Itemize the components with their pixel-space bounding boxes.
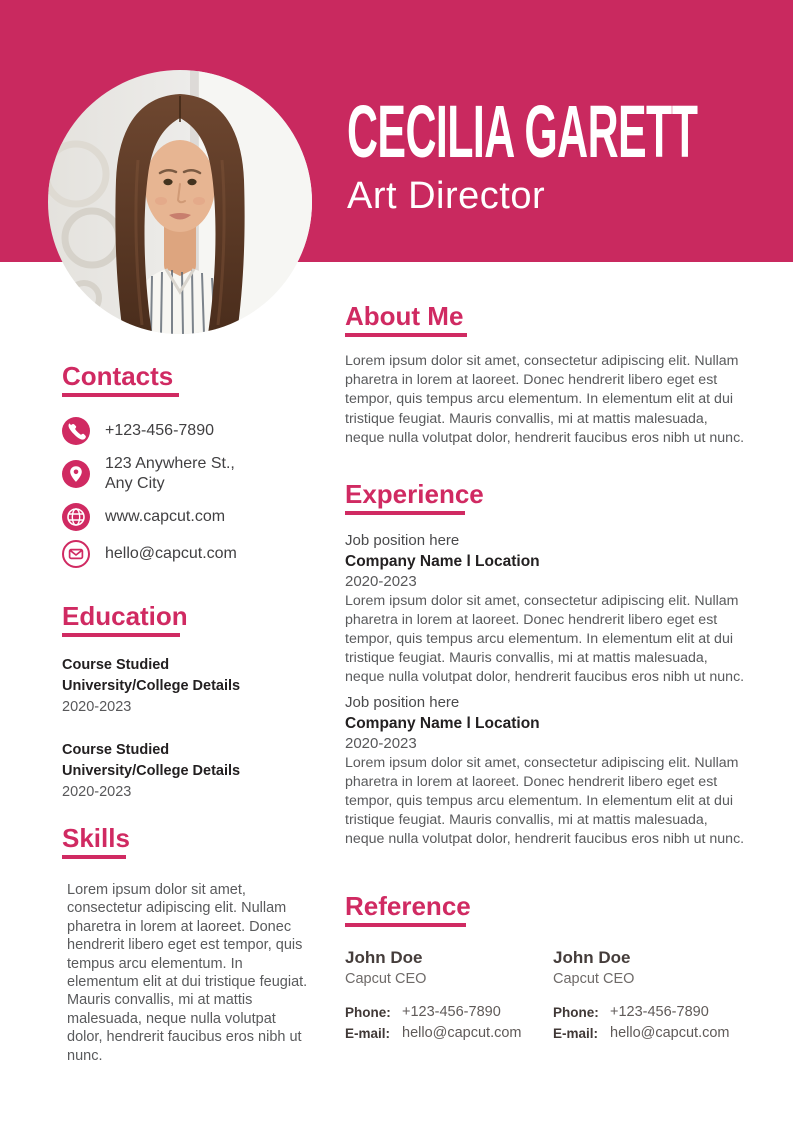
education-entry xyxy=(62,655,317,718)
education-entry xyxy=(62,740,317,803)
reference-contacts xyxy=(345,1002,553,1044)
phone-label: Phone: xyxy=(345,1005,391,1020)
skills-section xyxy=(62,823,317,1065)
contact-item-email xyxy=(62,540,317,568)
person-name: CECILIA GARETT xyxy=(347,90,698,173)
skills-underline xyxy=(62,855,126,859)
contacts-section xyxy=(62,361,317,568)
header-text xyxy=(347,90,793,217)
about-underline xyxy=(345,333,467,337)
experience-entry xyxy=(345,531,753,687)
experience-description: Lorem ipsum dolor sit amet, consectetur adipiscing elit. Nullam pharetra in lorem at laoreet. Donec hendrerit libero eget est tempor, quis tempus arcu elementum. In elementum elit at dui tristique feugiat. Mauris convallis, mi at mattis malesuada, neque nulla volutpat dolor, hendrerit faucibus eros nibh ut nunc. xyxy=(345,593,745,685)
reference-heading: Reference xyxy=(345,891,471,921)
education-school: University/College Details xyxy=(62,763,241,779)
phone-icon xyxy=(62,417,90,445)
experience-position: Job position here xyxy=(345,694,460,711)
contact-website-text: www.capcut.com xyxy=(105,508,226,525)
reference-section xyxy=(345,891,765,1044)
contact-list xyxy=(62,417,317,568)
reference-email: hello@capcut.com xyxy=(402,1025,522,1041)
reference-phone: +123-456-7890 xyxy=(610,1004,709,1020)
reference-columns xyxy=(345,947,765,1044)
about-heading: About Me xyxy=(345,301,464,331)
portrait-illustration xyxy=(48,70,312,334)
experience-years: 2020-2023 xyxy=(345,735,417,752)
skills-text: Lorem ipsum dolor sit amet, consectetur adipiscing elit. Nullam pharetra in lorem at laoreet. Donec hendrerit libero eget est tempor, quis tempus arcu elementum. In elementum elit at dui tristique feugiat. Mauris convallis, mi at mattis malesuada, neque nulla volutpat dolor, hendrerit faucibus eros nibh ut nunc. xyxy=(67,882,308,1064)
experience-company: Company Name l Location xyxy=(345,553,540,570)
phone-label: Phone: xyxy=(553,1005,599,1020)
reference-card xyxy=(553,947,761,1044)
reference-phone: +123-456-7890 xyxy=(402,1004,501,1020)
experience-position: Job position here xyxy=(345,532,460,549)
skills-heading: Skills xyxy=(62,823,130,853)
education-section xyxy=(62,601,317,803)
about-text: Lorem ipsum dolor sit amet, consectetur adipiscing elit. Nullam pharetra in lorem at laoreet. Donec hendrerit libero eget est tempor, quis tempus arcu elementum. In elementum elit at dui tristique feugiat. Mauris convallis, mi at mattis malesuada, neque nulla volutpat dolor, hendrerit faucibus eros nibh ut nunc. xyxy=(345,353,745,446)
reference-role: Capcut CEO xyxy=(345,971,427,987)
experience-entries xyxy=(345,531,753,849)
contacts-underline xyxy=(62,393,179,397)
experience-company: Company Name l Location xyxy=(345,715,540,732)
contact-item-phone xyxy=(62,417,317,445)
address-line-2: Any City xyxy=(105,475,165,492)
reference-role: Capcut CEO xyxy=(553,971,635,987)
education-years: 2020-2023 xyxy=(62,699,132,715)
reference-phone-line xyxy=(553,1002,761,1023)
globe-icon xyxy=(62,503,90,531)
location-pin-icon xyxy=(62,460,90,488)
email-label: E-mail: xyxy=(553,1026,599,1041)
reference-name: John Doe xyxy=(553,948,631,967)
contact-email-text: hello@capcut.com xyxy=(105,545,237,562)
contact-phone-text: +123-456-7890 xyxy=(105,422,214,439)
contacts-heading: Contacts xyxy=(62,361,174,391)
about-section xyxy=(345,301,753,448)
reference-email-line xyxy=(553,1023,761,1044)
contact-item-website xyxy=(62,503,317,531)
profile-photo xyxy=(48,70,312,334)
address-line-1: 123 Anywhere St., xyxy=(105,455,235,472)
education-heading: Education xyxy=(62,601,188,631)
email-label: E-mail: xyxy=(345,1026,391,1041)
experience-description: Lorem ipsum dolor sit amet, consectetur adipiscing elit. Nullam pharetra in lorem at laoreet. Donec hendrerit libero eget est tempor, quis tempus arcu elementum. In elementum elit at dui tristique feugiat. Mauris convallis, mi at mattis malesuada, neque nulla volutpat dolor, hendrerit faucibus eros nibh ut nunc. xyxy=(345,755,745,847)
reference-email-line xyxy=(345,1023,553,1044)
reference-underline xyxy=(345,923,466,927)
person-job-title: Art Director xyxy=(347,175,546,217)
experience-section xyxy=(345,479,753,849)
experience-entry xyxy=(345,693,753,849)
education-course: Course Studied xyxy=(62,742,170,758)
education-underline xyxy=(62,633,180,637)
email-icon xyxy=(62,540,90,568)
education-course: Course Studied xyxy=(62,657,170,673)
contact-address-text xyxy=(105,454,235,494)
reference-phone-line xyxy=(345,1002,553,1023)
education-school: University/College Details xyxy=(62,678,241,694)
experience-underline xyxy=(345,511,465,515)
experience-years: 2020-2023 xyxy=(345,573,417,590)
reference-contacts xyxy=(553,1002,761,1044)
contact-item-address xyxy=(62,454,317,494)
education-years: 2020-2023 xyxy=(62,784,132,800)
reference-name: John Doe xyxy=(345,948,423,967)
reference-email: hello@capcut.com xyxy=(610,1025,730,1041)
reference-card xyxy=(345,947,553,1044)
experience-heading: Experience xyxy=(345,479,484,509)
